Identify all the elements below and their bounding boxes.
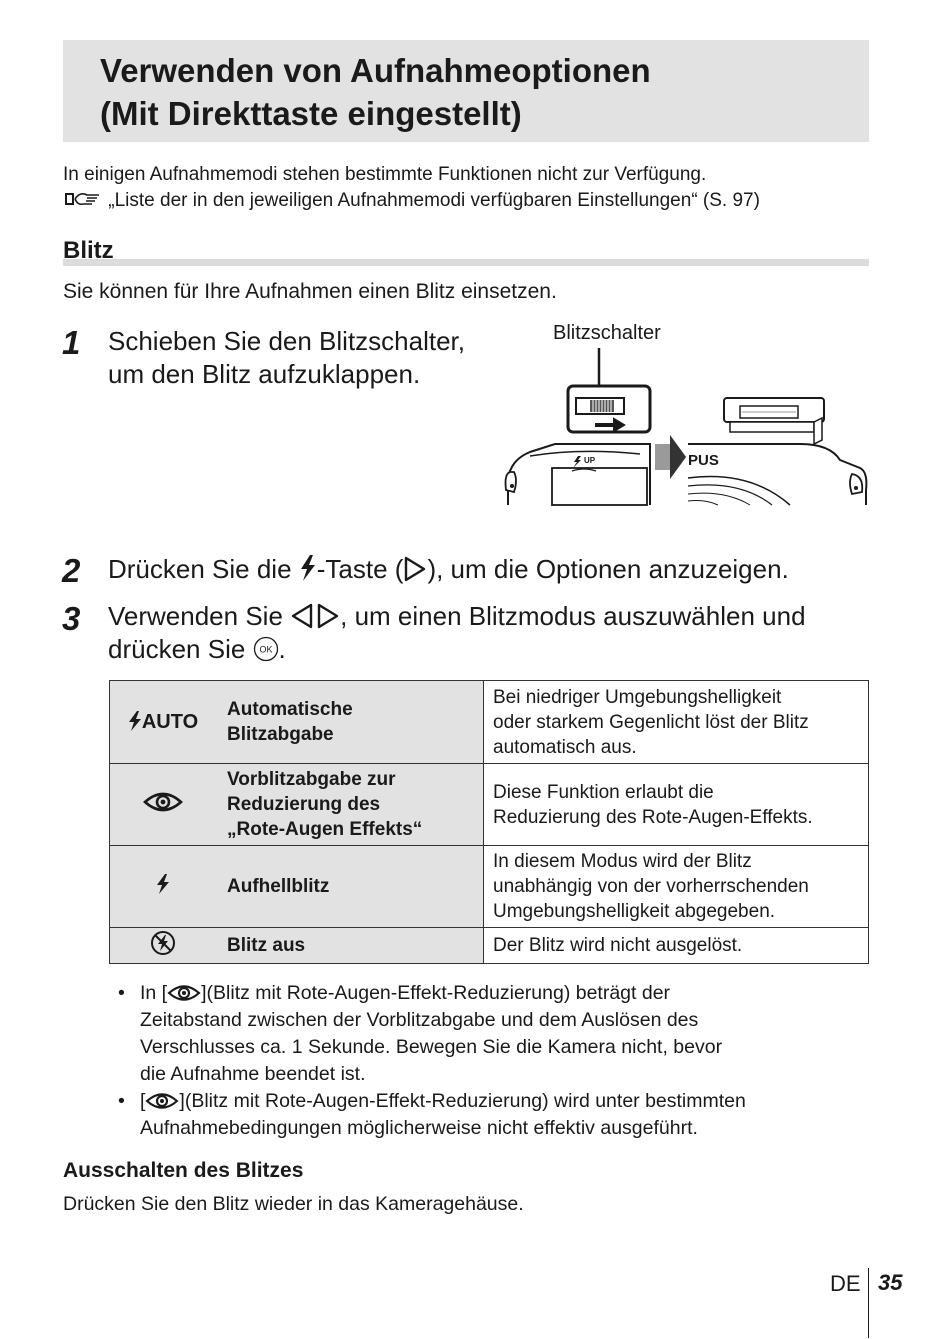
mode-icon-cell xyxy=(110,764,217,846)
mode-name-line: „Rote-Augen Effekts“ xyxy=(227,819,423,840)
mode-icon-cell xyxy=(110,846,217,928)
section-description: Sie können für Ihre Aufnahmen einen Blitz einsetzen. xyxy=(63,280,557,303)
page-number: 35 xyxy=(878,1270,903,1295)
mode-desc-line: unabhängig von der vorherrschenden xyxy=(493,876,809,897)
reference-hand-icon xyxy=(63,189,103,209)
mode-icon-cell xyxy=(110,928,217,964)
intro-reference xyxy=(63,189,760,212)
note1-text-b: ](Blitz mit Rote-Augen-Effekt-Reduzierung) beträgt der xyxy=(201,982,671,1004)
step2-text-c: ), um die Optionen anzuzeigen. xyxy=(427,554,789,584)
flash-up-label: UP xyxy=(584,456,596,465)
page-title-line1: Verwenden von Aufnahmeoptionen xyxy=(100,52,651,89)
mode-desc-line: Diese Funktion erlaubt die xyxy=(493,781,714,803)
note2-line: Aufnahmebedingungen möglicherweise nicht effektiv ausgeführt. xyxy=(140,1117,698,1139)
note2-text-b: ](Blitz mit Rote-Augen-Effekt-Reduzierung) wird unter bestimmten xyxy=(179,1090,746,1112)
flash-switch-callout: Blitzschalter xyxy=(553,322,661,344)
red-eye-icon xyxy=(167,983,201,1003)
notes-list xyxy=(118,980,858,1142)
mode-name-cell xyxy=(216,928,484,964)
list-item xyxy=(118,1088,858,1142)
mode-name-cell xyxy=(216,681,484,764)
step3-number: 3 xyxy=(62,600,81,637)
step2-number: 2 xyxy=(62,552,81,589)
step3-text xyxy=(108,600,806,666)
mode-name-cell xyxy=(216,764,484,846)
flash-auto-label: AUTO xyxy=(141,711,199,733)
mode-desc-line: Umgebungshelligkeit abgegeben. xyxy=(493,901,776,922)
bullet-dot: • xyxy=(118,982,125,1004)
mode-desc-line: Reduzierung des Rote-Augen-Effekts. xyxy=(493,806,813,828)
table-row xyxy=(110,764,869,846)
subsection-description: Drücken Sie den Blitz wieder in das Kameragehäuse. xyxy=(63,1193,524,1215)
step1-text xyxy=(108,325,465,391)
table-row xyxy=(110,846,869,928)
note1-text-a: In [ xyxy=(140,982,168,1004)
ok-button-icon xyxy=(253,636,279,662)
reference-text: „Liste der in den jeweiligen Aufnahmemodi verfügbaren Einstellungen“ (S. 97) xyxy=(108,190,760,211)
flash-button-icon xyxy=(299,554,317,582)
red-eye-icon xyxy=(143,790,183,814)
step2-text-b: -Taste ( xyxy=(316,554,404,584)
flash-auto-icon xyxy=(128,710,142,732)
mode-name-line: Automatische xyxy=(227,699,353,720)
intro-text: In einigen Aufnahmemodi stehen bestimmte Funktionen nicht zur Verfügung. xyxy=(63,164,707,185)
mode-name-line: Aufhellblitz xyxy=(227,876,330,897)
step1-line1: Schieben Sie den Blitzschalter, xyxy=(108,326,465,356)
flash-off-icon xyxy=(150,930,176,956)
step1-line2: um den Blitz aufzuklappen. xyxy=(108,359,421,389)
list-item xyxy=(118,980,858,1088)
table-row xyxy=(110,681,869,764)
mode-description-cell xyxy=(484,764,869,846)
bullet-dot: • xyxy=(118,1090,125,1112)
mode-desc-line: oder starkem Gegenlicht löst der Blitz xyxy=(493,711,809,733)
section-underline xyxy=(63,259,869,266)
page-title-line2: (Mit Direkttaste eingestellt) xyxy=(100,95,522,132)
mode-desc-line: Bei niedriger Umgebungshelligkeit xyxy=(493,686,782,708)
mode-name-line: Reduzierung des xyxy=(227,794,381,815)
mode-desc-line: automatisch aus. xyxy=(493,736,637,758)
mode-name-line: Blitzabgabe xyxy=(227,724,334,745)
note1-line: Zeitabstand zwischen der Vorblitzabgabe und dem Auslösen des xyxy=(140,1009,699,1031)
red-eye-icon xyxy=(145,1091,179,1111)
table-row xyxy=(110,928,869,964)
left-right-arrow-buttons-icon xyxy=(290,603,340,629)
mode-description-cell xyxy=(484,928,869,964)
footer-divider xyxy=(868,1268,869,1338)
step1-number: 1 xyxy=(62,324,81,361)
mode-name-cell xyxy=(216,846,484,928)
note1-line: die Aufnahme beendet ist. xyxy=(140,1063,366,1085)
mode-description-cell xyxy=(484,846,869,928)
step3-text-d: . xyxy=(278,634,286,664)
flash-mode-table xyxy=(109,680,869,964)
section-title: Blitz xyxy=(63,237,114,264)
step2-text xyxy=(108,553,789,586)
camera-flash-illustration xyxy=(500,340,870,510)
svg-text:OK: OK xyxy=(259,644,273,655)
step3-text-a: Verwenden Sie xyxy=(108,601,291,631)
mode-description-cell xyxy=(484,681,869,764)
note2-text-a: [ xyxy=(140,1090,146,1112)
language-code: DE xyxy=(830,1271,861,1296)
mode-name-line: Vorblitzabgabe zur xyxy=(227,769,396,790)
step3-text-b: , um einen Blitzmodus auszuwählen und xyxy=(340,601,806,631)
flash-icon xyxy=(156,873,170,895)
note1-line: Verschlusses ca. 1 Sekunde. Bewegen Sie die Kamera nicht, bevor xyxy=(140,1036,723,1058)
mode-icon-cell xyxy=(110,681,217,764)
right-arrow-button-icon xyxy=(403,556,427,582)
step3-text-c: drücken Sie xyxy=(108,634,253,664)
subsection-title: Ausschalten des Blitzes xyxy=(63,1159,304,1182)
step2-text-a: Drücken Sie die xyxy=(108,554,299,584)
brand-text: PUS xyxy=(688,452,719,469)
mode-desc-line: Der Blitz wird nicht ausgelöst. xyxy=(493,935,743,956)
mode-name-line: Blitz aus xyxy=(227,935,306,956)
mode-desc-line: In diesem Modus wird der Blitz xyxy=(493,851,752,872)
